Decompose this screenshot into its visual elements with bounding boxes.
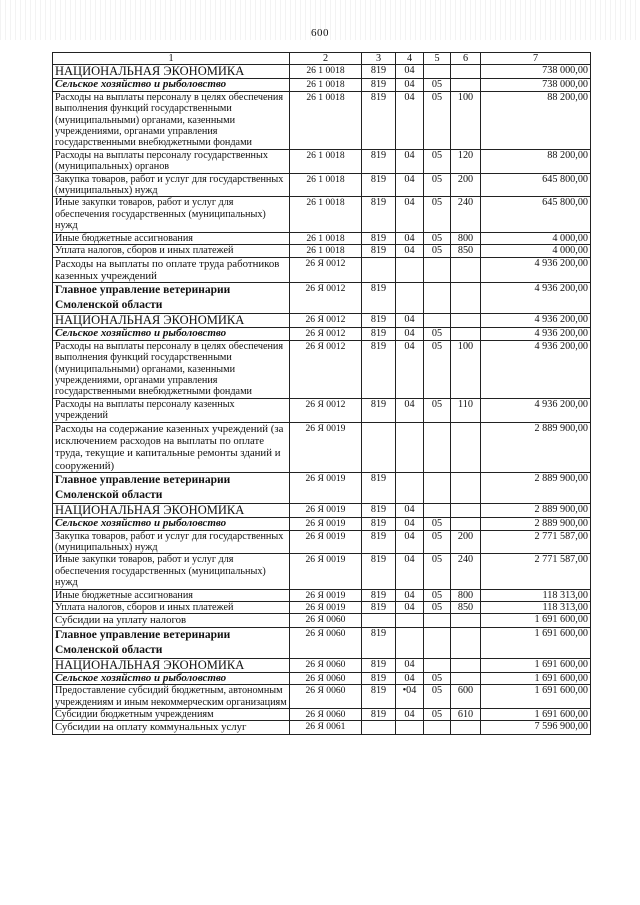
row-code: 26 Я 0060	[290, 672, 362, 684]
row-ved: 819	[362, 91, 396, 149]
row-pr	[424, 283, 451, 314]
row-rz: 04	[396, 398, 424, 422]
row-name: Сельское хозяйство и рыболовство	[53, 672, 290, 684]
row-sum: 1 691 600,00	[481, 614, 591, 627]
table-row	[53, 589, 591, 601]
page-number: 600	[311, 27, 329, 39]
header-col-7: 7	[481, 53, 591, 65]
row-rz	[396, 422, 424, 473]
table-row	[53, 518, 591, 530]
row-sum: 118 313,00	[481, 602, 591, 614]
table-row	[53, 232, 591, 244]
row-vr	[451, 283, 481, 314]
row-ved: 819	[362, 672, 396, 684]
row-sum: 4 936 200,00	[481, 398, 591, 422]
row-ved: 819	[362, 328, 396, 340]
row-vr	[451, 627, 481, 658]
row-pr: 05	[424, 589, 451, 601]
row-pr	[424, 504, 451, 518]
row-ved: 819	[362, 173, 396, 197]
row-rz: 04	[396, 232, 424, 244]
row-rz: 04	[396, 709, 424, 721]
table-row	[53, 398, 591, 422]
row-ved: 819	[362, 709, 396, 721]
table-row	[53, 554, 591, 589]
row-ved: 819	[362, 504, 396, 518]
header-col-1: 1	[53, 53, 290, 65]
row-sum: 4 936 200,00	[481, 328, 591, 340]
table-row	[53, 197, 591, 232]
row-sum: 645 800,00	[481, 173, 591, 197]
row-code: 26 1 0018	[290, 79, 362, 91]
row-pr: 05	[424, 398, 451, 422]
row-name: Главное управление ветеринарии Смоленской области	[53, 627, 290, 658]
row-ved: 819	[362, 658, 396, 672]
row-rz: 04	[396, 530, 424, 554]
row-code: 26 Я 0019	[290, 602, 362, 614]
row-pr: 05	[424, 328, 451, 340]
row-vr	[451, 721, 481, 734]
row-code: 26 1 0018	[290, 149, 362, 173]
row-rz: 04	[396, 91, 424, 149]
row-ved: 819	[362, 589, 396, 601]
table-row	[53, 685, 591, 709]
row-vr: 200	[451, 173, 481, 197]
row-code: 26 Я 0012	[290, 398, 362, 422]
row-name: Расходы на выплаты по оплате труда работников казенных учреждений	[53, 257, 290, 283]
row-code: 26 Я 0012	[290, 328, 362, 340]
row-sum: 1 691 600,00	[481, 672, 591, 684]
table-row	[53, 504, 591, 518]
row-pr: 05	[424, 672, 451, 684]
row-code: 26 Я 0060	[290, 627, 362, 658]
row-vr: 850	[451, 602, 481, 614]
row-pr	[424, 614, 451, 627]
table-row	[53, 340, 591, 398]
row-pr: 05	[424, 79, 451, 91]
row-pr: 05	[424, 91, 451, 149]
row-vr	[451, 504, 481, 518]
row-vr	[451, 65, 481, 79]
table-row	[53, 422, 591, 473]
row-name: Сельское хозяйство и рыболовство	[53, 518, 290, 530]
header-col-5: 5	[424, 53, 451, 65]
row-sum: 88 200,00	[481, 149, 591, 173]
row-rz	[396, 614, 424, 627]
row-sum: 4 936 200,00	[481, 314, 591, 328]
row-name: Иные бюджетные ассигнования	[53, 589, 290, 601]
row-vr: 200	[451, 530, 481, 554]
row-name: Субсидии на оплату коммунальных услуг	[53, 721, 290, 734]
row-vr: 240	[451, 554, 481, 589]
row-rz: 04	[396, 518, 424, 530]
table-row	[53, 602, 591, 614]
row-vr	[451, 79, 481, 91]
row-name: Сельское хозяйство и рыболовство	[53, 328, 290, 340]
row-code: 26 Я 0060	[290, 709, 362, 721]
row-pr: 05	[424, 709, 451, 721]
row-vr: 850	[451, 245, 481, 257]
row-name: Главное управление ветеринарии Смоленской области	[53, 283, 290, 314]
table-row	[53, 283, 591, 314]
table-row	[53, 530, 591, 554]
table-row	[53, 721, 591, 734]
row-rz	[396, 721, 424, 734]
table-row	[53, 314, 591, 328]
row-code: 26 Я 0012	[290, 314, 362, 328]
row-vr	[451, 672, 481, 684]
row-sum: 1 691 600,00	[481, 709, 591, 721]
row-vr: 800	[451, 232, 481, 244]
row-ved: 819	[362, 473, 396, 504]
row-rz: 04	[396, 504, 424, 518]
row-rz: 04	[396, 589, 424, 601]
row-pr	[424, 257, 451, 283]
budget-table	[52, 52, 591, 735]
row-name: Уплата налогов, сборов и иных платежей	[53, 602, 290, 614]
row-ved	[362, 721, 396, 734]
row-rz: 04	[396, 314, 424, 328]
row-ved: 819	[362, 149, 396, 173]
row-name: Расходы на выплаты персоналу в целях обеспечения выполнения функций государственными (муниципальными) органами, казенными учреждениями, органами управления государственными внебюджетными фондами	[53, 91, 290, 149]
row-rz: •04	[396, 685, 424, 709]
row-code: 26 Я 0019	[290, 504, 362, 518]
row-code: 26 1 0018	[290, 65, 362, 79]
row-ved: 819	[362, 398, 396, 422]
header-col-6: 6	[451, 53, 481, 65]
header-col-3: 3	[362, 53, 396, 65]
table-row	[53, 245, 591, 257]
row-code: 26 Я 0012	[290, 340, 362, 398]
row-sum: 7 596 900,00	[481, 721, 591, 734]
row-code: 26 Я 0019	[290, 530, 362, 554]
row-sum: 4 936 200,00	[481, 283, 591, 314]
row-name: Расходы на выплаты персоналу казенных учреждений	[53, 398, 290, 422]
row-sum: 2 889 900,00	[481, 422, 591, 473]
row-code: 26 Я 0012	[290, 283, 362, 314]
row-pr: 05	[424, 602, 451, 614]
row-vr: 110	[451, 398, 481, 422]
row-pr	[424, 721, 451, 734]
row-ved: 819	[362, 340, 396, 398]
row-vr: 100	[451, 91, 481, 149]
row-ved: 819	[362, 197, 396, 232]
row-rz: 04	[396, 658, 424, 672]
row-ved: 819	[362, 602, 396, 614]
row-ved: 819	[362, 232, 396, 244]
row-sum: 4 000,00	[481, 232, 591, 244]
row-sum: 1 691 600,00	[481, 685, 591, 709]
row-sum: 738 000,00	[481, 65, 591, 79]
row-pr: 05	[424, 340, 451, 398]
row-code: 26 Я 0060	[290, 658, 362, 672]
row-sum: 2 771 587,00	[481, 530, 591, 554]
table-row	[53, 614, 591, 627]
row-rz: 04	[396, 602, 424, 614]
row-vr	[451, 328, 481, 340]
row-code: 26 Я 0019	[290, 518, 362, 530]
row-sum: 2 889 900,00	[481, 504, 591, 518]
row-pr	[424, 627, 451, 658]
row-vr: 100	[451, 340, 481, 398]
row-sum: 4 000,00	[481, 245, 591, 257]
row-pr	[424, 658, 451, 672]
row-ved	[362, 422, 396, 473]
row-name: НАЦИОНАЛЬНАЯ ЭКОНОМИКА	[53, 658, 290, 672]
row-ved: 819	[362, 79, 396, 91]
table-row	[53, 658, 591, 672]
table-row	[53, 91, 591, 149]
row-rz: 04	[396, 197, 424, 232]
row-sum: 1 691 600,00	[481, 627, 591, 658]
row-code: 26 1 0018	[290, 245, 362, 257]
row-sum: 645 800,00	[481, 197, 591, 232]
row-pr	[424, 314, 451, 328]
row-vr: 120	[451, 149, 481, 173]
row-rz: 04	[396, 554, 424, 589]
row-rz	[396, 473, 424, 504]
table-row	[53, 79, 591, 91]
row-rz: 04	[396, 328, 424, 340]
row-name: Сельское хозяйство и рыболовство	[53, 79, 290, 91]
row-rz: 04	[396, 672, 424, 684]
row-sum: 738 000,00	[481, 79, 591, 91]
row-pr: 05	[424, 554, 451, 589]
row-sum: 88 200,00	[481, 91, 591, 149]
row-code: 26 Я 0019	[290, 422, 362, 473]
row-ved: 819	[362, 65, 396, 79]
row-ved: 819	[362, 314, 396, 328]
row-code: 26 1 0018	[290, 197, 362, 232]
row-vr	[451, 473, 481, 504]
row-name: Предоставление субсидий бюджетным, автономным учреждениям и иным некоммерческим организациям	[53, 685, 290, 709]
row-name: Уплата налогов, сборов и иных платежей	[53, 245, 290, 257]
row-pr: 05	[424, 197, 451, 232]
row-sum: 2 771 587,00	[481, 554, 591, 589]
row-code: 26 Я 0012	[290, 257, 362, 283]
row-name: Главное управление ветеринарии Смоленской области	[53, 473, 290, 504]
row-name: Расходы на содержание казенных учреждений (за исключением расходов на выплаты по оплате труда, текущие и капитальные ремонты зданий и сооружений)	[53, 422, 290, 473]
table-row	[53, 328, 591, 340]
row-pr: 05	[424, 245, 451, 257]
row-ved: 819	[362, 245, 396, 257]
row-code: 26 Я 0019	[290, 554, 362, 589]
row-ved	[362, 614, 396, 627]
row-code: 26 Я 0060	[290, 614, 362, 627]
row-vr	[451, 658, 481, 672]
row-pr: 05	[424, 518, 451, 530]
row-sum: 2 889 900,00	[481, 518, 591, 530]
row-pr: 05	[424, 685, 451, 709]
table-row	[53, 173, 591, 197]
row-pr	[424, 473, 451, 504]
row-vr	[451, 518, 481, 530]
row-name: Субсидии бюджетным учреждениям	[53, 709, 290, 721]
row-rz: 04	[396, 173, 424, 197]
row-ved: 819	[362, 518, 396, 530]
row-pr	[424, 65, 451, 79]
table-row	[53, 627, 591, 658]
row-name: Субсидии на уплату налогов	[53, 614, 290, 627]
row-name: НАЦИОНАЛЬНАЯ ЭКОНОМИКА	[53, 504, 290, 518]
row-rz: 04	[396, 245, 424, 257]
row-ved: 819	[362, 627, 396, 658]
row-code: 26 Я 0019	[290, 473, 362, 504]
row-vr	[451, 314, 481, 328]
row-vr: 610	[451, 709, 481, 721]
row-vr: 800	[451, 589, 481, 601]
header-col-2: 2	[290, 53, 362, 65]
table-row	[53, 257, 591, 283]
row-vr: 240	[451, 197, 481, 232]
row-pr	[424, 422, 451, 473]
row-sum: 4 936 200,00	[481, 340, 591, 398]
table-row	[53, 709, 591, 721]
row-pr: 05	[424, 232, 451, 244]
row-code: 26 1 0018	[290, 173, 362, 197]
table-row	[53, 65, 591, 79]
row-sum: 1 691 600,00	[481, 658, 591, 672]
row-code: 26 Я 0060	[290, 685, 362, 709]
row-name: Расходы на выплаты персоналу в целях обеспечения выполнения функций государственными (муниципальными) органами, казенными учреждениями, органами управления государственными внебюджетными фондами	[53, 340, 290, 398]
row-rz: 04	[396, 79, 424, 91]
row-ved: 819	[362, 685, 396, 709]
row-code: 26 Я 0061	[290, 721, 362, 734]
row-sum: 2 889 900,00	[481, 473, 591, 504]
row-name: НАЦИОНАЛЬНАЯ ЭКОНОМИКА	[53, 65, 290, 79]
row-ved: 819	[362, 554, 396, 589]
row-rz	[396, 257, 424, 283]
table-row	[53, 672, 591, 684]
row-pr: 05	[424, 149, 451, 173]
row-rz: 04	[396, 65, 424, 79]
row-vr	[451, 422, 481, 473]
header-row	[53, 53, 591, 65]
row-sum: 118 313,00	[481, 589, 591, 601]
row-name: Расходы на выплаты персоналу государственных (муниципальных) органов	[53, 149, 290, 173]
row-name: НАЦИОНАЛЬНАЯ ЭКОНОМИКА	[53, 314, 290, 328]
row-name: Закупка товаров, работ и услуг для государственных (муниципальных) нужд	[53, 530, 290, 554]
row-rz	[396, 627, 424, 658]
row-name: Иные бюджетные ассигнования	[53, 232, 290, 244]
row-pr: 05	[424, 530, 451, 554]
row-vr	[451, 614, 481, 627]
table-body	[53, 65, 591, 734]
row-pr: 05	[424, 173, 451, 197]
row-code: 26 Я 0019	[290, 589, 362, 601]
table-row	[53, 473, 591, 504]
header-col-4: 4	[396, 53, 424, 65]
row-ved: 819	[362, 283, 396, 314]
row-sum: 4 936 200,00	[481, 257, 591, 283]
row-code: 26 1 0018	[290, 232, 362, 244]
row-ved	[362, 257, 396, 283]
row-ved: 819	[362, 530, 396, 554]
row-name: Иные закупки товаров, работ и услуг для обеспечения государственных (муниципальных) нужд	[53, 197, 290, 232]
row-rz: 04	[396, 149, 424, 173]
row-code: 26 1 0018	[290, 91, 362, 149]
row-rz	[396, 283, 424, 314]
row-vr: 600	[451, 685, 481, 709]
row-name: Иные закупки товаров, работ и услуг для обеспечения государственных (муниципальных) нужд	[53, 554, 290, 589]
row-name: Закупка товаров, работ и услуг для государственных (муниципальных) нужд	[53, 173, 290, 197]
row-vr	[451, 257, 481, 283]
row-rz: 04	[396, 340, 424, 398]
table-row	[53, 149, 591, 173]
